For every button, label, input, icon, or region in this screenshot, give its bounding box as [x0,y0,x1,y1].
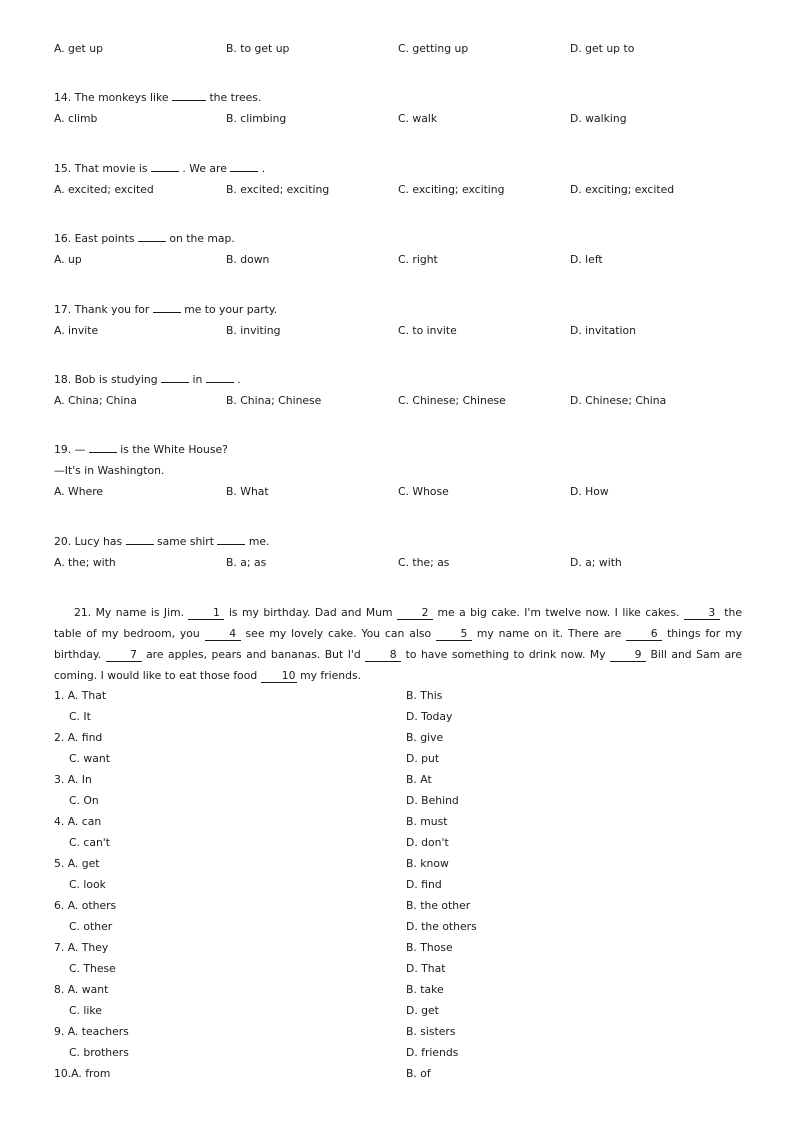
cloze-3-option-a[interactable]: 3. A. In [54,773,92,786]
answer-blank [151,171,179,172]
cloze-blank-2: 2 [397,607,433,620]
answer-blank [172,100,206,101]
cloze-4-option-d[interactable]: D. don't [406,836,449,849]
cloze-text: my name on it. There are [476,627,622,640]
q15-option-b[interactable]: B. excited; exciting [226,183,330,196]
cloze-text: Bill and Sam are coming. I would like to eat those food [54,648,743,682]
cloze-10-option-a[interactable]: 10.A. from [54,1067,111,1080]
cloze-8-option-c[interactable]: C. like [69,1004,102,1017]
cloze-text: see my lovely cake. You can also [245,627,432,640]
q20-stem-text: me. [248,535,270,548]
cloze-text: 21. My name is Jim. [74,606,185,619]
q16-option-b[interactable]: B. down [226,253,270,266]
q16-option-d[interactable]: D. left [570,253,603,266]
q20-option-a[interactable]: A. the; with [54,556,116,569]
cloze-1-option-b[interactable]: B. This [406,689,443,702]
cloze-text: my friends. [300,669,362,682]
q19-option-d[interactable]: D. How [570,485,609,498]
q18-option-c[interactable]: C. Chinese; Chinese [398,394,506,407]
cloze-2-option-d[interactable]: D. put [406,752,440,765]
q18-option-b[interactable]: B. China; Chinese [226,394,322,407]
answer-blank [126,544,154,545]
q16-option-a[interactable]: A. up [54,253,82,266]
q14-stem [54,91,261,105]
answer-blank [206,382,234,383]
cloze-text: are apples, pears and bananas. But I'd [146,648,361,661]
cloze-6-option-d[interactable]: D. the others [406,920,477,933]
cloze-3-option-b[interactable]: B. At [406,773,432,786]
cloze-8-option-a[interactable]: 8. A. want [54,983,109,996]
q13-option-d[interactable]: D. get up to [570,42,635,55]
q17-stem-text: me to your party. [184,303,278,316]
q16-stem-text: on the map. [169,232,235,245]
cloze-6-option-b[interactable]: B. the other [406,899,471,912]
q15-stem-text: . [261,162,266,175]
cloze-passage [54,602,742,686]
q14-option-b[interactable]: B. climbing [226,112,287,125]
cloze-blank-4: 4 [205,628,241,641]
q17-option-b[interactable]: B. inviting [226,324,281,337]
cloze-1-option-a[interactable]: 1. A. That [54,689,107,702]
q20-stem-text: 20. Lucy has [54,535,123,548]
q20-stem [54,535,269,549]
cloze-blank-9: 9 [610,649,646,662]
cloze-blank-8: 8 [365,649,401,662]
cloze-3-option-d[interactable]: D. Behind [406,794,459,807]
q19-stem [54,443,228,457]
cloze-7-option-c[interactable]: C. These [69,962,116,975]
q15-option-a[interactable]: A. excited; excited [54,183,154,196]
cloze-4-option-b[interactable]: B. must [406,815,448,828]
answer-blank [230,171,258,172]
q17-option-c[interactable]: C. to invite [398,324,457,337]
cloze-5-option-a[interactable]: 5. A. get [54,857,100,870]
q17-stem-text: 17. Thank you for [54,303,150,316]
cloze-blank-6: 6 [626,628,662,641]
q19-option-a[interactable]: A. Where [54,485,104,498]
q20-option-d[interactable]: D. a; with [570,556,622,569]
q14-option-d[interactable]: D. walking [570,112,627,125]
q18-stem-text: . [237,373,241,386]
cloze-8-option-b[interactable]: B. take [406,983,444,996]
cloze-9-option-b[interactable]: B. sisters [406,1025,456,1038]
q16-stem [54,232,235,246]
q15-stem-text: . We are [182,162,227,175]
q17-option-d[interactable]: D. invitation [570,324,636,337]
cloze-9-option-c[interactable]: C. brothers [69,1046,129,1059]
answer-blank [138,241,166,242]
cloze-5-option-b[interactable]: B. know [406,857,449,870]
q19-response: —It's in Washington. [54,464,165,477]
cloze-blank-5: 5 [436,628,472,641]
cloze-text: to have something to drink now. My [405,648,606,661]
q19-stem-text: 19. — [54,443,86,456]
q14-stem-text: 14. The monkeys like [54,91,169,104]
q15-option-c[interactable]: C. exciting; exciting [398,183,505,196]
cloze-3-option-c[interactable]: C. On [69,794,99,807]
cloze-text: things for my birthday. [54,627,742,661]
q17-stem [54,303,277,317]
cloze-1-option-d[interactable]: D. Today [406,710,453,723]
answer-blank [89,452,117,453]
q18-stem [54,373,241,387]
q18-option-a[interactable]: A. China; China [54,394,137,407]
cloze-text: me a big cake. I'm twelve now. I like cakes. [437,606,680,619]
q15-stem-text: 15. That movie is [54,162,148,175]
q15-stem [54,162,265,176]
cloze-8-option-d[interactable]: D. get [406,1004,439,1017]
q18-option-d[interactable]: D. Chinese; China [570,394,667,407]
cloze-4-option-c[interactable]: C. can't [69,836,110,849]
cloze-6-option-c[interactable]: C. other [69,920,113,933]
q13-option-a[interactable]: A. get up [54,42,103,55]
answer-blank [161,382,189,383]
cloze-4-option-a[interactable]: 4. A. can [54,815,102,828]
cloze-blank-7: 7 [106,649,142,662]
cloze-6-option-a[interactable]: 6. A. others [54,899,117,912]
cloze-text: the table of my bedroom, you [54,606,743,640]
q19-option-c[interactable]: C. Whose [398,485,449,498]
q13-option-b[interactable]: B. to get up [226,42,290,55]
q20-option-b[interactable]: B. a; as [226,556,267,569]
cloze-7-option-b[interactable]: B. Those [406,941,453,954]
cloze-blank-10: 10 [261,670,297,683]
cloze-2-option-a[interactable]: 2. A. find [54,731,103,744]
q18-stem-text: in [192,373,203,386]
q13-option-c[interactable]: C. getting up [398,42,469,55]
cloze-1-option-c[interactable]: C. It [69,710,91,723]
q16-stem-text: 16. East points [54,232,135,245]
cloze-5-option-d[interactable]: D. find [406,878,442,891]
cloze-2-option-b[interactable]: B. give [406,731,444,744]
cloze-9-option-a[interactable]: 9. A. teachers [54,1025,129,1038]
cloze-7-option-a[interactable]: 7. A. They [54,941,109,954]
q14-stem-text: the trees. [209,91,262,104]
cloze-7-option-d[interactable]: D. That [406,962,446,975]
q19-option-b[interactable]: B. What [226,485,269,498]
q16-option-c[interactable]: C. right [398,253,438,266]
cloze-5-option-c[interactable]: C. look [69,878,106,891]
answer-blank [217,544,245,545]
cloze-text: is my birthday. Dad and Mum [228,606,393,619]
cloze-10-option-b[interactable]: B. of [406,1067,431,1080]
q20-stem-text: same shirt [157,535,214,548]
q20-option-c[interactable]: C. the; as [398,556,450,569]
q17-option-a[interactable]: A. invite [54,324,99,337]
q19-stem-text: is the White House? [120,443,228,456]
cloze-2-option-c[interactable]: C. want [69,752,110,765]
cloze-blank-1: 1 [188,607,224,620]
q15-option-d[interactable]: D. exciting; excited [570,183,675,196]
cloze-blank-3: 3 [684,607,720,620]
q14-option-c[interactable]: C. walk [398,112,438,125]
q14-option-a[interactable]: A. climb [54,112,98,125]
q18-stem-text: 18. Bob is studying [54,373,158,386]
answer-blank [153,312,181,313]
cloze-9-option-d[interactable]: D. friends [406,1046,459,1059]
